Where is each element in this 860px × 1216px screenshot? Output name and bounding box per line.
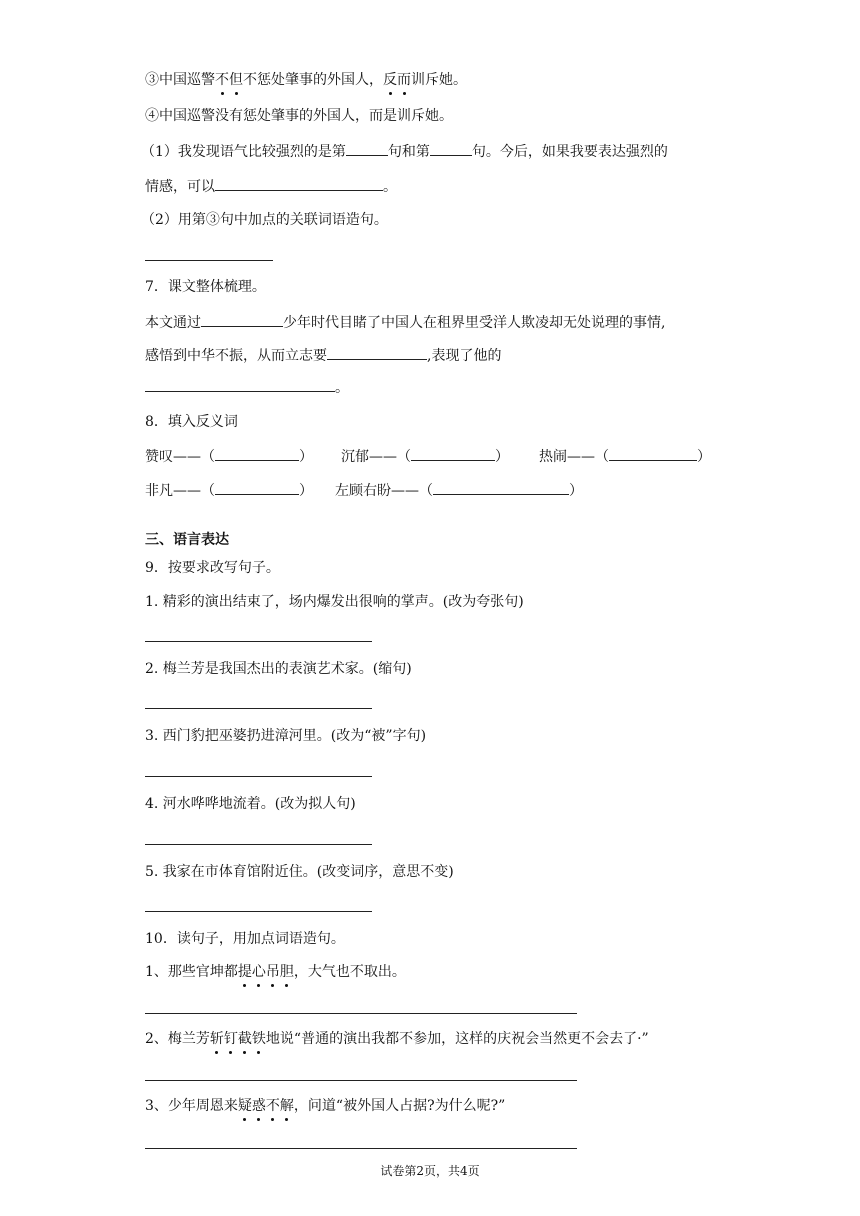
dotted-char: 提 <box>237 964 252 980</box>
q7-title: 7．课文整体梳理。 <box>145 279 266 295</box>
antonym-row-2: 非凡——（ ） <box>145 480 313 501</box>
answer-line[interactable] <box>145 844 372 845</box>
section-heading: 三、语言表达 <box>145 532 229 548</box>
answer-line[interactable] <box>145 1080 577 1081</box>
dotted-char: 反 <box>383 72 397 88</box>
q10-title: 10．读句子，用加点词语造句。 <box>145 931 345 947</box>
answer-blank[interactable] <box>346 141 388 156</box>
q7-line2: 感悟到中华不振，从而立志要 ,表现了他的 <box>145 345 501 366</box>
antonym-blank[interactable] <box>215 446 299 461</box>
answer-line[interactable] <box>145 641 372 642</box>
dotted-char: 铁 <box>251 1031 266 1047</box>
antonym-blank[interactable] <box>215 480 299 495</box>
answer-line[interactable] <box>145 708 372 709</box>
dotted-char: 不 <box>215 72 229 88</box>
answer-line[interactable] <box>145 260 273 261</box>
dotted-char: 斩 <box>209 1031 224 1047</box>
q10-sentence-3: 3、少年周恩来疑惑不解，问道“被外国人占据?为什么呢?” <box>145 1098 506 1114</box>
antonym-blank[interactable] <box>433 480 569 495</box>
dotted-char: 截 <box>237 1031 252 1047</box>
q7-line3: 。 <box>145 377 349 398</box>
q9-item-1: 1. 精彩的演出结束了，场内爆发出很响的掌声。(改为夸张句) <box>145 594 524 610</box>
antonym-row-1b: 沉郁——（ ） <box>341 446 509 467</box>
antonym-row-1c: 热闹——（ ） <box>539 446 711 467</box>
antonym-blank[interactable] <box>411 446 495 461</box>
q6-part2: （2）用第③句中加点的关联词语造句。 <box>141 212 388 228</box>
q6-part1: （1）我发现语气比较强烈的是第 句和第 句。今后，如果我要表达强烈的 <box>141 141 668 162</box>
q6-part1-cont: 情感，可以 。 <box>145 176 397 197</box>
answer-line[interactable] <box>145 1148 577 1149</box>
q9-item-3: 3. 西门豹把巫婆扔进漳河里。(改为“被”字句) <box>145 728 427 744</box>
q9-title: 9．按要求改写句子。 <box>145 560 280 576</box>
answer-blank[interactable] <box>327 345 427 360</box>
dotted-char: 胆 <box>279 964 294 980</box>
dotted-char: 不 <box>265 1098 280 1114</box>
dotted-char: 惑 <box>251 1098 266 1114</box>
dotted-char: 而 <box>397 72 411 88</box>
sentence-3: ③中国巡警不但不惩处肇事的外国人，反而训斥她。 <box>145 72 467 88</box>
dotted-char: 钉 <box>223 1031 238 1047</box>
antonym-blank[interactable] <box>609 446 697 461</box>
answer-blank[interactable] <box>201 312 283 327</box>
answer-blank[interactable] <box>430 141 472 156</box>
antonym-row-2b: 左顾右盼——（ ） <box>335 480 583 501</box>
q10-sentence-1: 1、那些官坤都提心吊胆，大气也不取出。 <box>145 964 406 980</box>
q9-item-4: 4. 河水哗哗地流着。(改为拟人句) <box>145 796 356 812</box>
answer-line[interactable] <box>145 776 372 777</box>
q7-line1: 本文通过 少年时代目睹了中国人在租界里受洋人欺凌却无处说理的事情, <box>145 312 665 333</box>
dotted-char: 吊 <box>265 964 280 980</box>
answer-blank[interactable] <box>145 377 335 392</box>
sentence-4: ④中国巡警没有惩处肇事的外国人，而是训斥她。 <box>145 108 453 124</box>
q9-item-5: 5. 我家在市体育馆附近住。(改变词序，意思不变) <box>145 864 454 880</box>
answer-blank[interactable] <box>215 176 383 191</box>
answer-line[interactable] <box>145 911 372 912</box>
antonym-row-1: 赞叹——（ ） <box>145 446 313 467</box>
dotted-char: 心 <box>251 964 266 980</box>
page-footer: 试卷第2页，共4页 <box>380 1164 480 1178</box>
dotted-char: 疑 <box>237 1098 252 1114</box>
dotted-char: 但 <box>229 72 243 88</box>
q9-item-2: 2. 梅兰芳是我国杰出的表演艺术家。(缩句) <box>145 661 412 677</box>
answer-line[interactable] <box>145 1013 577 1014</box>
q10-sentence-2: 2、梅兰芳斩钉截铁地说“普通的演出我都不参加，这样的庆祝会当然更不会去了·” <box>145 1031 649 1047</box>
dotted-char: 解 <box>279 1098 294 1114</box>
q8-title: 8．填入反义词 <box>145 414 238 430</box>
